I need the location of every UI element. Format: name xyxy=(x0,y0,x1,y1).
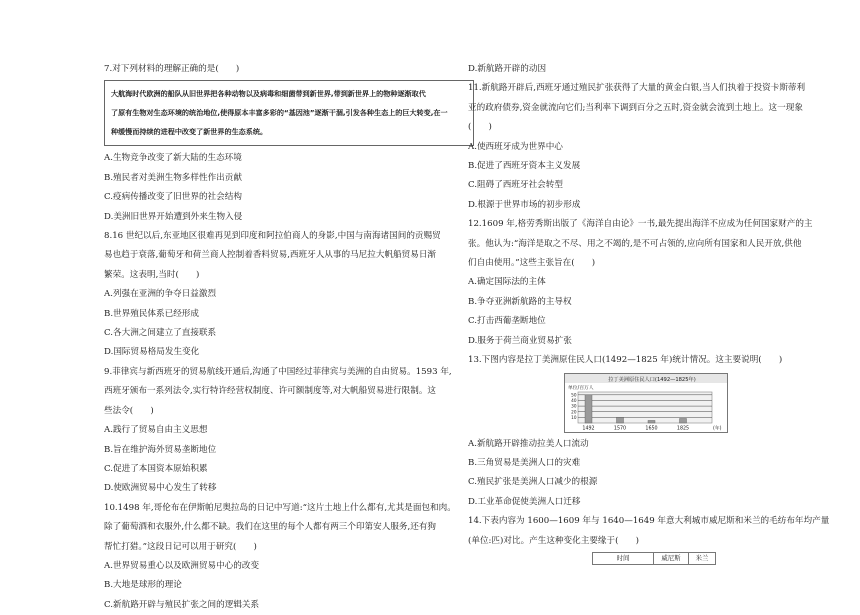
text-line: 14.下表内容为 1600—1609 年与 1640—1649 年意大利城市威尼斯和米兰的毛纺布年均产量 xyxy=(468,516,830,527)
text-line: C.疫病传播改变了旧世界的社会结构 xyxy=(104,192,242,203)
material-line: 了原有生物对生态环境的统治地位,使得原本丰富多彩的“基因池”逐渐干涸,引发各种生态上的巨大转变,在一 xyxy=(111,108,448,118)
text-line: ( ) xyxy=(468,122,492,133)
text-line: D.新航路开辟的动因 xyxy=(468,64,547,74)
text-line: A.生物竞争改变了新大陆的生态环境 xyxy=(104,153,242,164)
output-table xyxy=(592,552,838,565)
table-header-cell: 米兰 xyxy=(689,552,716,564)
text-line: 些法令( ) xyxy=(104,405,154,416)
chart-x-tick-label: 1492 xyxy=(582,426,595,431)
chart-x-tick-label: 1570 xyxy=(613,426,627,431)
chart-plot-area xyxy=(578,392,712,423)
text-line: D.工业革命促使美洲人口迁移 xyxy=(468,496,581,507)
text-line: D.根源于世界市场的初步形成 xyxy=(468,199,581,210)
text-line: 11.新航路开辟后,西班牙通过殖民扩张获得了大量的黄金白银,当人们执着于投资卡斯蒂利 xyxy=(468,83,806,94)
chart-y-tick-label: 30 xyxy=(571,403,577,409)
text-line: B.促进了西班牙资本主义发展 xyxy=(468,161,581,172)
chart-bar xyxy=(648,420,655,423)
text-line: C.阻碍了西班牙社会转型 xyxy=(468,180,563,191)
chart-bar xyxy=(585,394,592,422)
text-line: 亚的政府债券,资金就流向它们;当利率下调到百分之五时,资金就会流到土地上。这一现象 xyxy=(468,102,803,113)
text-line: A.世界贸易重心以及欧洲贸易中心的改变 xyxy=(104,560,260,571)
text-line: B.三角贸易是美洲人口的灾难 xyxy=(468,457,581,468)
text-line: B.殖民者对美洲生物多样性作出贡献 xyxy=(104,172,242,183)
question-7-material-box xyxy=(104,80,474,146)
chart-y-tick-label: 10 xyxy=(571,414,577,420)
text-line: C.打击西葡垄断地位 xyxy=(468,316,546,327)
text-line: 除了葡萄酒和衣服外,什么都不缺。我们在这里的每个人都有两三个印第安人服务,还有狗 xyxy=(104,522,437,533)
text-line: A.确定国际法的主体 xyxy=(468,277,546,288)
text-line: D.美洲旧世界开始遭到外来生物入侵 xyxy=(104,211,243,222)
text-line: B.世界殖民体系已经形成 xyxy=(104,308,199,319)
text-line: B.大地是球形的理论 xyxy=(104,580,182,591)
text-line: B.争夺亚洲新航路的主导权 xyxy=(468,296,572,307)
chart-y-tick-label: 20 xyxy=(571,408,577,414)
chart-y-tick-label: 40 xyxy=(571,397,577,403)
text-line: A.践行了贸易自由主义思想 xyxy=(104,425,208,436)
text-line: 西班牙颁布一系列法令,实行特许经营权制度、许可额制度等,对大帆船贸易进行限制。这 xyxy=(104,386,437,397)
text-line: D.服务于荷兰商业贸易扩张 xyxy=(468,335,572,346)
question-7-stem: 7.对下列材料的理解正确的是( ) xyxy=(104,64,240,74)
text-line: 繁荣。这表明,当时( ) xyxy=(104,269,200,280)
population-chart xyxy=(564,373,728,433)
text-line: 易也趋于衰落,葡萄牙和荷兰商人控制着香料贸易,西班牙人从事的马尼拉大帆船贸易日渐 xyxy=(104,250,437,261)
text-line: A.列强在亚洲的争夺日益激烈 xyxy=(104,289,217,300)
chart-y-tick-label: 50 xyxy=(571,391,577,397)
chart-y-label: 单位/百万人 xyxy=(568,385,594,391)
text-line: B.旨在维护海外贸易垄断地位 xyxy=(104,444,217,455)
left-column xyxy=(104,60,474,615)
output-table-grid xyxy=(592,552,716,565)
text-line: 9.菲律宾与新西班牙的贸易航线开通后,沟通了中国经过菲律宾与美洲的自由贸易。1593 年, xyxy=(104,366,452,377)
text-line: C.殖民扩张是美洲人口减少的根源 xyxy=(468,477,598,488)
text-line: C.促进了本国资本原始积累 xyxy=(104,463,208,474)
table-header-row xyxy=(593,552,716,564)
text-line: 们自由使用。”这些主张旨在( ) xyxy=(468,258,596,269)
text-line: 13.下图内容是拉丁美洲原住民人口(1492—1825 年)统计情况。这主要说明( ) xyxy=(468,355,783,366)
text-line: A.使西班牙成为世界中心 xyxy=(468,141,563,152)
text-line: C.新航路开辟与殖民扩张之间的逻辑关系 xyxy=(104,599,260,610)
text-line: 帮忙打猎。”这段日记可以用于研究( ) xyxy=(104,541,257,552)
chart-x-tick-label: 1650 xyxy=(645,426,658,431)
text-line: D.国际贸易格局发生变化 xyxy=(104,347,200,358)
text-line: D.使欧洲贸易中心发生了转移 xyxy=(104,483,217,494)
text-line: 8.16 世纪以后,东亚地区很难再见到印度和阿拉伯商人的身影,中国与南海诸国间的贡赐贸 xyxy=(104,231,441,242)
material-line: 大航海时代欧洲的船队从旧世界把各种动物以及病毒和细菌带到新世界,带到新世界上的物种逐渐取代 xyxy=(111,89,426,99)
text-line: (单位:匹)对比。产生这种变化主要缘于( ) xyxy=(468,535,639,546)
text-line: 10.1498 年,哥伦布在伊斯帕尼奥拉岛的日记中写道:“这片土地上什么都有,尤其是面包和肉。 xyxy=(104,502,456,513)
population-chart-svg xyxy=(564,373,728,433)
chart-bar xyxy=(617,417,624,423)
table-header-cell: 威尼斯 xyxy=(654,552,689,564)
right-column xyxy=(468,60,838,565)
chart-x-tick-label: 1825 xyxy=(676,426,690,431)
chart-title: 拉丁美洲原住民人口(1492—1825年) xyxy=(608,376,696,383)
chart-x-axis-label: (年) xyxy=(713,426,722,431)
material-line: 种缓慢而持续的进程中改变了新世界的生态系统。 xyxy=(111,127,268,137)
table-header-cell: 时间 xyxy=(593,552,654,564)
text-line: A.新航路开辟推动拉美人口流动 xyxy=(468,438,589,449)
chart-bar xyxy=(680,418,687,423)
text-line: C.各大洲之间建立了直接联系 xyxy=(104,328,217,339)
text-line: 张。他认为:“海洋是取之不尽、用之不竭的,是不可占领的,应向所有国家和人民开放,供他 xyxy=(468,238,802,249)
text-line: 12.1609 年,格劳秀斯出版了《海洋自由论》一书,最先提出海洋不应成为任何国家财产的主 xyxy=(468,219,813,230)
